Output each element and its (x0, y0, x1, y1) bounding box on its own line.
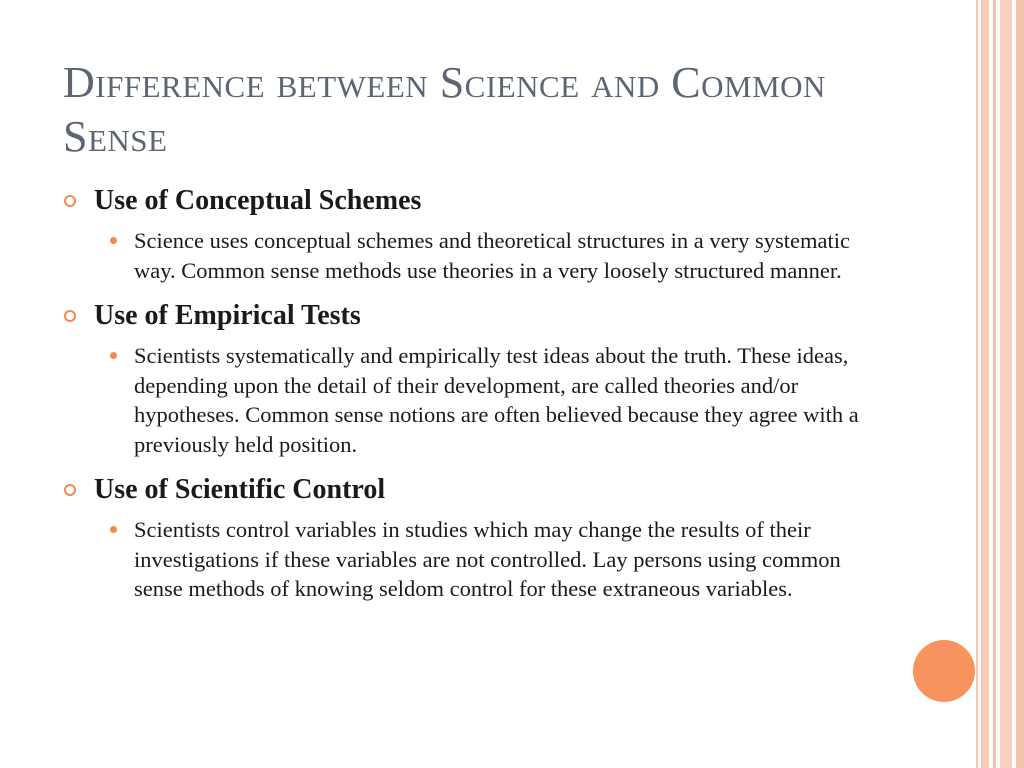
bullet-detail (62, 226, 892, 285)
slide-title: Difference between Science and Common Sense (63, 58, 826, 161)
section-scientific-control (62, 473, 892, 604)
bullet-heading (62, 184, 892, 218)
ring-bullet-icon (64, 195, 76, 207)
ring-bullet-icon (64, 484, 76, 496)
detail-text: Scientists control variables in studies which may change the results of their investigations if these variables are not controlled. Lay persons using common sense methods of knowing seldom control for these extraneous variables. (134, 517, 841, 601)
decorative-stripe (1016, 0, 1024, 768)
detail-text: Scientists systematically and empirically test ideas about the truth. These ideas, depending upon the detail of their development, are called theories and/or hypotheses. Common sense notions are often believed because they agree with a previously held position. (134, 343, 859, 457)
bullet-detail (62, 341, 892, 459)
decorative-stripe (976, 0, 978, 768)
bullet-heading (62, 473, 892, 507)
heading-text: Use of Empirical Tests (94, 300, 361, 331)
dot-bullet-icon (110, 526, 117, 533)
decorative-stripe (981, 0, 989, 768)
dot-bullet-icon (110, 237, 117, 244)
heading-text: Use of Conceptual Schemes (94, 185, 422, 216)
decorative-stripe (993, 0, 996, 768)
slide-content (62, 184, 892, 604)
dot-bullet-icon (110, 352, 117, 359)
decorative-circle (913, 640, 975, 702)
heading-text: Use of Scientific Control (94, 474, 386, 505)
section-conceptual-schemes (62, 184, 892, 285)
decorative-stripe (1000, 0, 1012, 768)
detail-text: Science uses conceptual schemes and theoretical structures in a very systematic way. Common sense methods use theories in a very loosely structured manner. (134, 228, 850, 283)
bullet-heading (62, 299, 892, 333)
section-empirical-tests (62, 299, 892, 459)
bullet-detail (62, 515, 892, 604)
ring-bullet-icon (64, 310, 76, 322)
